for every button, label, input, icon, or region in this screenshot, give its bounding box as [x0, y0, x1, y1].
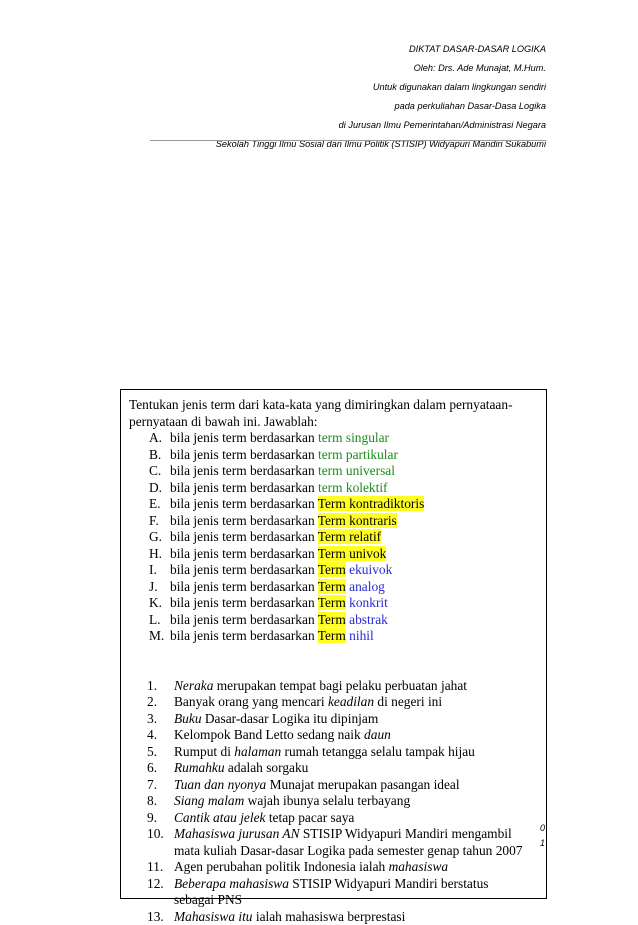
option-prefix: bila jenis term berdasarkan	[170, 513, 318, 528]
answer-option	[129, 463, 540, 480]
option-label: J.	[129, 579, 170, 596]
spacer	[129, 645, 540, 678]
question-fragment: Dasar-dasar Logika itu dipinjam	[202, 711, 379, 726]
question-number: 11.	[129, 859, 174, 876]
option-term: Term	[318, 612, 346, 627]
italic-term: Siang malam	[174, 793, 244, 808]
question-number: 5.	[129, 744, 174, 761]
option-term: Term kontradiktoris	[318, 496, 425, 511]
question-item	[129, 777, 540, 794]
option-term: Term univok	[318, 546, 387, 561]
option-prefix: bila jenis term berdasarkan	[170, 430, 318, 445]
option-label: C.	[129, 463, 170, 480]
question-number: 12.	[129, 876, 174, 909]
header-institution: Sekolah Tinggi Ilmu Sosial dan Ilmu Politik (STISIP) Widyapuri Mandiri Sukabumi	[216, 135, 546, 154]
italic-term: Rumahku	[174, 760, 225, 775]
answer-option	[129, 447, 540, 464]
question-text	[174, 744, 524, 761]
question-item	[129, 793, 540, 810]
question-item	[129, 909, 540, 925]
answer-option	[129, 562, 540, 579]
instruction-line: pernyataan di bawah ini. Jawablah:	[129, 414, 540, 431]
option-label: G.	[129, 529, 170, 546]
answer-option	[129, 529, 540, 546]
option-term: Term	[318, 579, 346, 594]
question-item	[129, 711, 540, 728]
question-number: 2.	[129, 694, 174, 711]
header-divider	[150, 140, 546, 141]
italic-term: Neraka	[174, 678, 213, 693]
option-prefix: bila jenis term berdasarkan	[170, 628, 318, 643]
question-fragment: Agen perubahan politik Indonesia ialah	[174, 859, 389, 874]
question-list	[129, 678, 540, 925]
option-term-rest: konkrit	[346, 595, 388, 610]
option-label: M.	[129, 628, 170, 645]
option-text	[170, 595, 388, 612]
question-text	[174, 777, 524, 794]
question-fragment: STISIP Widyapuri Mandiri berstatus sebagai PNS	[174, 876, 489, 908]
question-fragment: di negeri ini	[374, 694, 442, 709]
question-fragment: rumah tetangga selalu tampak hijau	[281, 744, 475, 759]
question-number: 13.	[129, 909, 174, 925]
document-header	[216, 40, 546, 154]
answer-options	[129, 430, 540, 645]
answer-option	[129, 595, 540, 612]
question-number: 3.	[129, 711, 174, 728]
question-item	[129, 760, 540, 777]
header-department: di Jurusan Ilmu Pemerintahan/Administrasi Negara	[216, 116, 546, 135]
question-item	[129, 694, 540, 711]
option-text	[170, 546, 386, 563]
option-term: Term kontraris	[318, 513, 397, 528]
exercise-box	[120, 389, 547, 899]
header-usage: Untuk digunakan dalam lingkungan sendiri	[216, 78, 546, 97]
option-label: H.	[129, 546, 170, 563]
question-number: 8.	[129, 793, 174, 810]
question-text	[174, 678, 524, 695]
answer-option	[129, 628, 540, 645]
question-text	[174, 793, 524, 810]
question-text	[174, 859, 524, 876]
option-label: K.	[129, 595, 170, 612]
italic-term: Mahasiswa jurusan AN	[174, 826, 300, 841]
option-text	[170, 579, 385, 596]
question-number: 10.	[129, 826, 174, 859]
question-text	[174, 826, 524, 859]
question-number: 7.	[129, 777, 174, 794]
option-label: F.	[129, 513, 170, 530]
question-fragment: Banyak orang yang mencari	[174, 694, 328, 709]
question-item	[129, 727, 540, 744]
option-term: Term	[318, 628, 346, 643]
question-fragment: STISIP Widyapuri Mandiri mengambil mata kuliah Dasar-dasar Logika pada semester genap tahun 2007	[174, 826, 523, 858]
option-text	[170, 463, 395, 480]
option-term-rest: nihil	[346, 628, 374, 643]
option-text	[170, 513, 397, 530]
option-prefix: bila jenis term berdasarkan	[170, 463, 318, 478]
answer-option	[129, 430, 540, 447]
italic-term: daun	[364, 727, 391, 742]
answer-option	[129, 579, 540, 596]
option-label: D.	[129, 480, 170, 497]
option-prefix: bila jenis term berdasarkan	[170, 612, 318, 627]
question-fragment: adalah sorgaku	[225, 760, 309, 775]
question-item	[129, 810, 540, 827]
option-label: E.	[129, 496, 170, 513]
option-label: I.	[129, 562, 170, 579]
question-number: 1.	[129, 678, 174, 695]
option-text	[170, 562, 392, 579]
option-prefix: bila jenis term berdasarkan	[170, 579, 318, 594]
question-number: 9.	[129, 810, 174, 827]
question-text	[174, 711, 524, 728]
option-text	[170, 496, 424, 513]
option-term-rest: ekuivok	[346, 562, 393, 577]
option-term: Term relatif	[318, 529, 381, 544]
answer-option	[129, 480, 540, 497]
option-term-rest: analog	[346, 579, 385, 594]
question-item	[129, 744, 540, 761]
option-text	[170, 529, 381, 546]
answer-option	[129, 496, 540, 513]
question-fragment: wajah ibunya selalu terbayang	[244, 793, 410, 808]
question-fragment: ialah mahasiswa berprestasi	[253, 909, 406, 924]
question-item	[129, 859, 540, 876]
option-label: L.	[129, 612, 170, 629]
question-number: 6.	[129, 760, 174, 777]
option-prefix: bila jenis term berdasarkan	[170, 546, 318, 561]
italic-term: mahasiswa	[389, 859, 449, 874]
question-text	[174, 909, 524, 925]
option-prefix: bila jenis term berdasarkan	[170, 529, 318, 544]
option-prefix: bila jenis term berdasarkan	[170, 496, 318, 511]
option-term-rest: abstrak	[346, 612, 388, 627]
option-term: Term	[318, 562, 346, 577]
italic-term: halaman	[234, 744, 281, 759]
header-author: Oleh: Drs. Ade Munajat, M.Hum.	[216, 59, 546, 78]
option-label: A.	[129, 430, 170, 447]
question-fragment: Kelompok Band Letto sedang naik	[174, 727, 364, 742]
question-text	[174, 694, 524, 711]
question-number: 4.	[129, 727, 174, 744]
option-label: B.	[129, 447, 170, 464]
option-term: term universal	[318, 463, 395, 478]
answer-option	[129, 612, 540, 629]
italic-term: Tuan dan nyonya	[174, 777, 266, 792]
question-item	[129, 678, 540, 695]
italic-term: keadilan	[328, 694, 374, 709]
option-prefix: bila jenis term berdasarkan	[170, 480, 318, 495]
option-prefix: bila jenis term berdasarkan	[170, 447, 318, 462]
question-fragment: Munajat merupakan pasangan ideal	[266, 777, 459, 792]
question-text	[174, 727, 524, 744]
answer-option	[129, 513, 540, 530]
option-term: term partikular	[318, 447, 398, 462]
answer-option	[129, 546, 540, 563]
question-text	[174, 810, 524, 827]
option-prefix: bila jenis term berdasarkan	[170, 595, 318, 610]
header-course: pada perkuliahan Dasar-Dasa Logika	[216, 97, 546, 116]
italic-term: Cantik atau jelek	[174, 810, 265, 825]
question-text	[174, 760, 524, 777]
italic-term: Mahasiswa itu	[174, 909, 253, 924]
option-text	[170, 430, 389, 447]
option-term: Term	[318, 595, 346, 610]
margin-digit: 0	[540, 823, 545, 833]
question-item	[129, 876, 540, 909]
header-title: DIKTAT DASAR-DASAR LOGIKA	[216, 40, 546, 59]
option-text	[170, 480, 388, 497]
option-text	[170, 628, 374, 645]
option-text	[170, 447, 398, 464]
question-fragment: Rumput di	[174, 744, 234, 759]
question-fragment: tetap pacar saya	[265, 810, 354, 825]
option-term: term singular	[318, 430, 389, 445]
question-item	[129, 826, 540, 859]
option-prefix: bila jenis term berdasarkan	[170, 562, 318, 577]
italic-term: Beberapa mahasiswa	[174, 876, 289, 891]
question-fragment: merupakan tempat bagi pelaku perbuatan jahat	[213, 678, 467, 693]
instruction-line: Tentukan jenis term dari kata-kata yang dimiringkan dalam pernyataan-	[129, 397, 540, 414]
option-text	[170, 612, 388, 629]
italic-term: Buku	[174, 711, 202, 726]
option-term: term kolektif	[318, 480, 388, 495]
margin-digit: 1	[540, 838, 545, 848]
question-text	[174, 876, 524, 909]
